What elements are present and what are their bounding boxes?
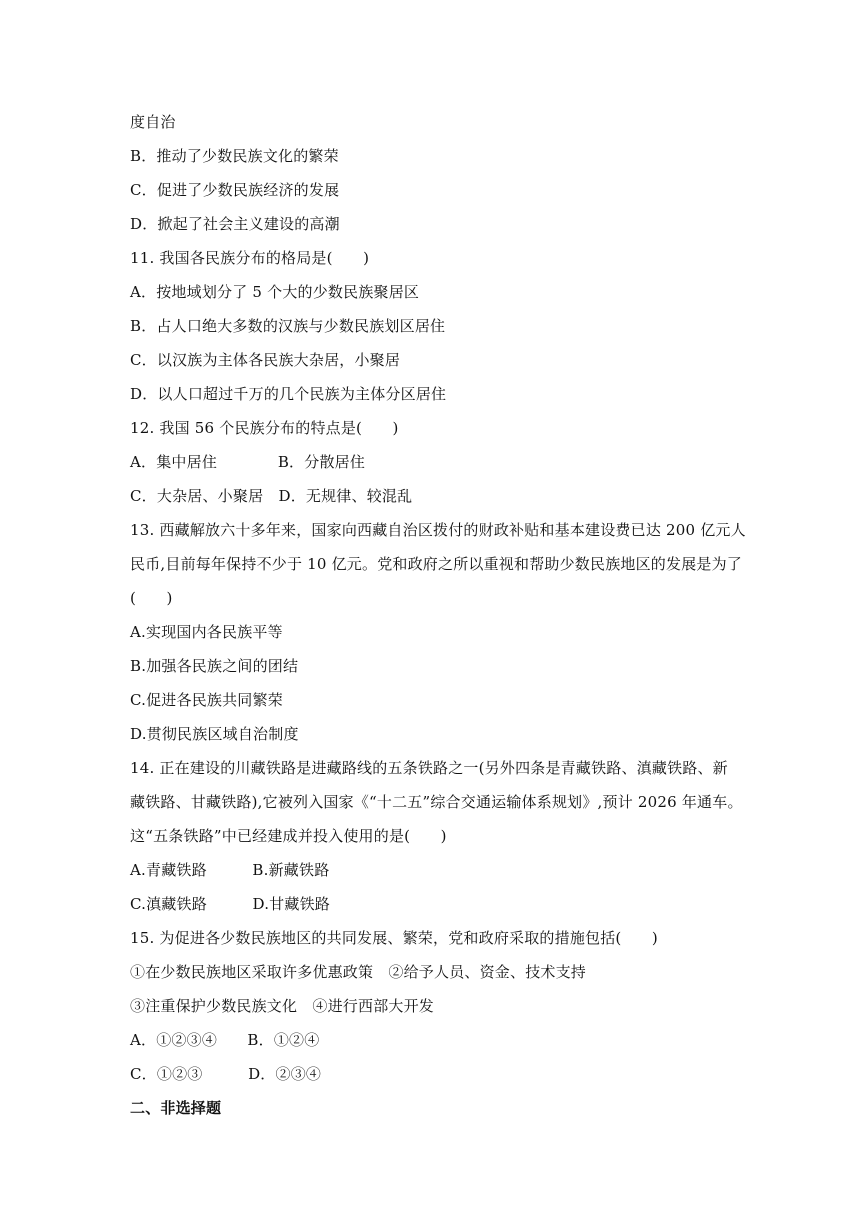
question-14-stem-line-2: 藏铁路、甘藏铁路),它被列入国家《“十二五”综合交通运输体系规划》,预计 2026 年通车。 [130,793,743,811]
question-11-stem: 11. 我国各民族分布的格局是( ) [130,249,370,267]
question-12-stem: 12. 我国 56 个民族分布的特点是( ) [130,419,399,437]
question-11-option-d: D．以人口超过千万的几个民族为主体分区居住 [130,385,447,403]
question-11-option-c: C．以汉族为主体各民族大杂居，小聚居 [130,351,401,369]
question-13-stem-line-2: 民币,目前每年保持不少于 10 亿元。党和政府之所以重视和帮助少数民族地区的发展是为了 [130,555,742,573]
question-13-option-a: A.实现国内各民族平等 [130,623,283,641]
question-11-option-a: A．按地域划分了 5 个大的少数民族聚居区 [130,283,420,301]
question-13-option-d: D.贯彻民族区域自治制度 [130,725,299,743]
question-15-statements-1: ①在少数民族地区采取许多优惠政策 ②给予人员、资金、技术支持 [130,963,587,981]
question-14-options-ab: A.青藏铁路 B.新藏铁路 [130,861,330,879]
question-14-options-cd: C.滇藏铁路 D.甘藏铁路 [130,895,330,913]
question-12-options-ab: A．集中居住 B．分散居住 [130,453,366,471]
question-15-stem: 15. 为促进各少数民族地区的共同发展、繁荣，党和政府采取的措施包括( ) [130,929,658,947]
question-13-option-b: B.加强各民族之间的团结 [130,657,299,675]
question-13-option-c: C.促进各民族共同繁荣 [130,691,283,709]
question-13-stem-line-1: 13. 西藏解放六十多年来，国家向西藏自治区拨付的财政补贴和基本建设费已达 200 亿元人 [130,521,746,539]
question-15-statements-2: ③注重保护少数民族文化 ④进行西部大开发 [130,997,435,1015]
text-line: 度自治 [130,113,176,131]
question-14-stem-line-1: 14. 正在建设的川藏铁路是进藏路线的五条铁路之一(另外四条是青藏铁路、滇藏铁路、新 [130,759,728,777]
section-heading: 二、非选择题 [130,1099,222,1117]
option-c-line: C．促进了少数民族经济的发展 [130,181,340,199]
option-d-line: D．掀起了社会主义建设的高潮 [130,215,340,233]
question-content [130,105,746,1125]
question-14-stem-line-3: 这“五条铁路”中已经建成并投入使用的是( ) [130,827,447,845]
question-13-answer-blank: ( ) [130,589,173,607]
question-11-option-b: B．占人口绝大多数的汉族与少数民族划区居住 [130,317,446,335]
question-15-options-ab: A．①②③④ B．①②④ [130,1031,320,1049]
question-12-options-cd: C．大杂居、小聚居 D．无规律、较混乱 [130,487,413,505]
question-15-options-cd: C．①②③ D．②③④ [130,1065,322,1083]
option-b-line: B．推动了少数民族文化的繁荣 [130,147,339,165]
